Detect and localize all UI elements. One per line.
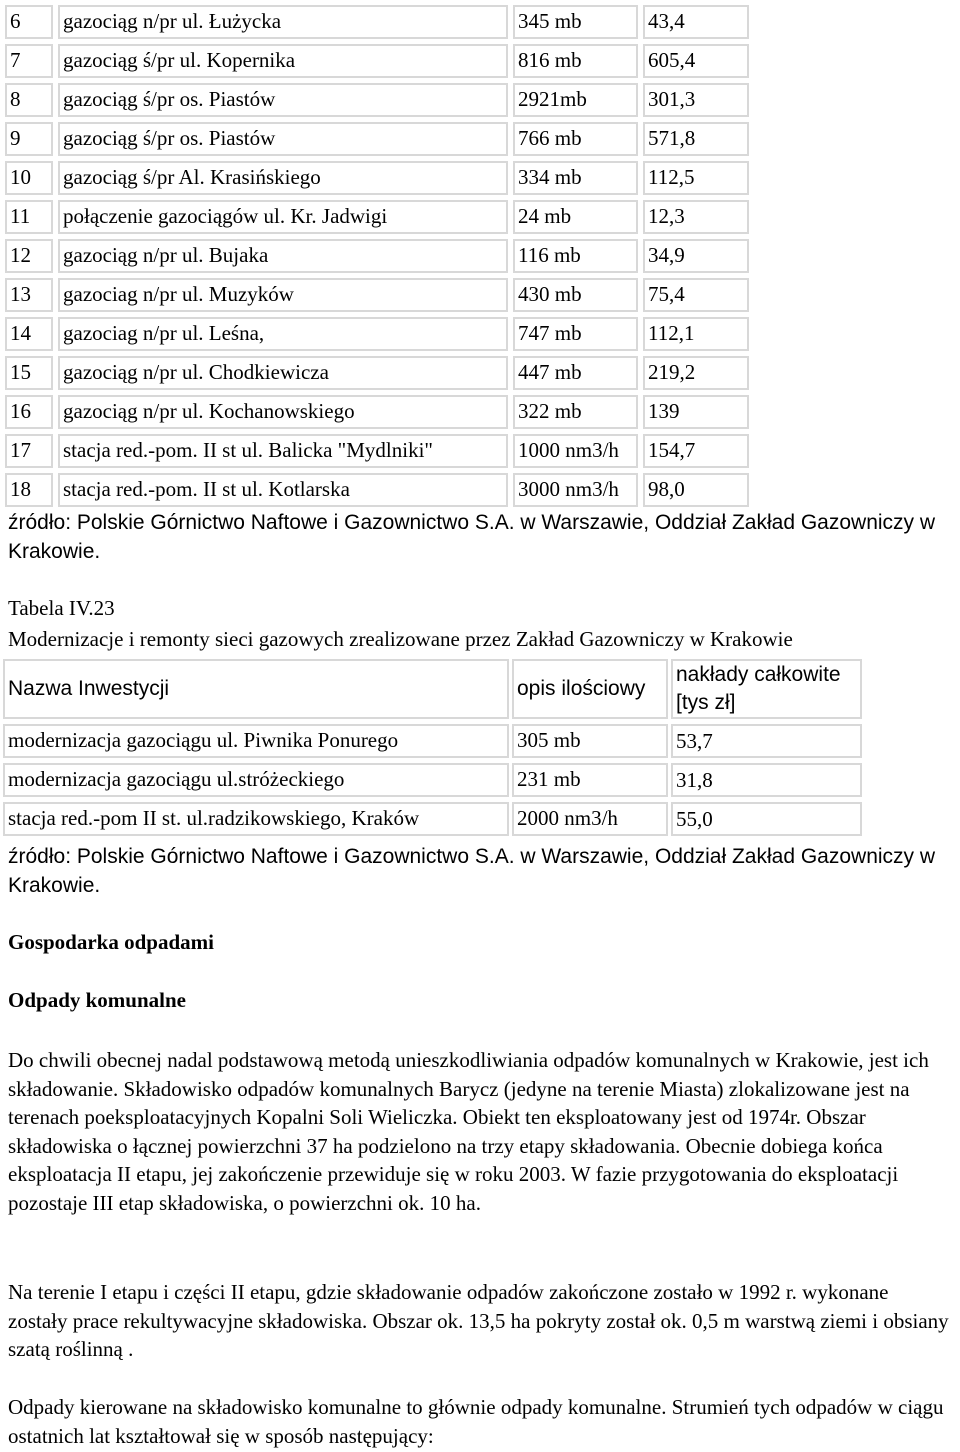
row-cost: 31,8 <box>671 763 862 797</box>
table-row <box>5 473 749 507</box>
row-name: gazociąg n/pr ul. Bujaka <box>58 239 508 273</box>
gas-investments-table-body <box>5 5 749 507</box>
row-quantity: 3000 nm3/h <box>513 473 638 507</box>
paragraph: Na terenie I etapu i części II etapu, gdzie składowanie odpadów zakończone zostało w 1992 r. wykonane zostały prace rekultywacyjne składowiska. Obszar ok. 13,5 ha pokryty został ok. 0,5 m warstwą ziemi i obsiany szatą roślinną . <box>8 1280 949 1361</box>
row-quantity: 447 mb <box>513 356 638 390</box>
table-row <box>5 278 749 312</box>
row-cost: 34,9 <box>643 239 749 273</box>
table-row <box>5 395 749 429</box>
row-name: gazociąg ś/pr os. Piastów <box>58 122 508 156</box>
table-row <box>5 239 749 273</box>
table-row <box>5 434 749 468</box>
row-number: 11 <box>5 200 53 234</box>
row-cost: 139 <box>643 395 749 429</box>
table-row <box>5 83 749 117</box>
row-name: gazociąg ś/pr os. Piastów <box>58 83 508 117</box>
row-number: 18 <box>5 473 53 507</box>
row-number: 17 <box>5 434 53 468</box>
row-name: gazociąg ś/pr ul. Kopernika <box>58 44 508 78</box>
source-note-1: źródło: Polskie Górnictwo Naftowe i Gazownictwo S.A. w Warszawie, Oddział Zakład Gazowniczy w Krakowie. <box>8 511 936 563</box>
row-quantity: 322 mb <box>513 395 638 429</box>
table-label: Tabela IV.23 <box>8 596 115 620</box>
row-cost: 43,4 <box>643 5 749 39</box>
table-row <box>5 5 749 39</box>
row-number: 14 <box>5 317 53 351</box>
row-name: gazociag n/pr ul. Leśna, <box>58 317 508 351</box>
row-number: 12 <box>5 239 53 273</box>
header-quantity: opis ilościowy <box>512 659 668 719</box>
header-total-cost: nakłady całkowite [tys zł] <box>671 659 862 719</box>
row-name: stacja red.-pom. II st ul. Kotlarska <box>58 473 508 507</box>
subsection-heading: Odpady komunalne <box>8 988 186 1012</box>
table-row <box>3 802 862 836</box>
row-name: stacja red.-pom. II st ul. Balicka "Mydlniki" <box>58 434 508 468</box>
paragraph: Do chwili obecnej nadal podstawową metodą unieszkodliwiania odpadów komunalnych w Krakowie, jest ich składowanie. Składowisko odpadów komunalnych Barycz (jedyne na terenie Miasta) zlokalizowane jest na terenach poeksploatacyjnych Kopalni Soli Wieliczka. Obiekt ten eksploatowany jest od 1974r. Obszar składowiska o łącznej powierzchni 37 ha podzielono na trzy etapy składowania. Obecnie dobiega końca eksploatacja II etapu, jej zakończenie przewiduje się w roku 2003. W fazie przygotowania do eksploatacji pozostaje III etap składowiska, o powierzchni ok. 10 ha. <box>8 1048 929 1215</box>
row-name: modernizacja gazociągu ul.stróżeckiego <box>3 763 509 797</box>
row-name: gazociąg n/pr ul. Łużycka <box>58 5 508 39</box>
gas-investments-table <box>0 0 754 512</box>
table-row <box>3 724 862 758</box>
row-name: gazociąg n/pr ul. Kochanowskiego <box>58 395 508 429</box>
source-note-2: źródło: Polskie Górnictwo Naftowe i Gazownictwo S.A. w Warszawie, Oddział Zakład Gazowniczy w Krakowie. <box>8 845 936 897</box>
row-name: gazociąg ś/pr Al. Krasińskiego <box>58 161 508 195</box>
row-cost: 301,3 <box>643 83 749 117</box>
table-row <box>5 317 749 351</box>
row-number: 7 <box>5 44 53 78</box>
row-cost: 112,5 <box>643 161 749 195</box>
row-number: 16 <box>5 395 53 429</box>
row-number: 15 <box>5 356 53 390</box>
section-heading: Gospodarka odpadami <box>8 930 214 954</box>
table-row <box>5 356 749 390</box>
row-quantity: 24 mb <box>513 200 638 234</box>
table-row <box>5 44 749 78</box>
row-cost: 219,2 <box>643 356 749 390</box>
row-cost: 112,1 <box>643 317 749 351</box>
row-quantity: 816 mb <box>513 44 638 78</box>
row-name: gazociąg n/pr ul. Chodkiewicza <box>58 356 508 390</box>
row-quantity: 334 mb <box>513 161 638 195</box>
table-row <box>5 200 749 234</box>
row-quantity: 2000 nm3/h <box>512 802 668 836</box>
row-cost: 605,4 <box>643 44 749 78</box>
table-header-row <box>3 659 862 719</box>
row-cost: 98,0 <box>643 473 749 507</box>
table-row <box>5 122 749 156</box>
row-name: gazociag n/pr ul. Muzyków <box>58 278 508 312</box>
row-number: 10 <box>5 161 53 195</box>
modernization-table <box>0 654 865 841</box>
row-cost: 154,7 <box>643 434 749 468</box>
row-quantity: 116 mb <box>513 239 638 273</box>
row-quantity: 2921mb <box>513 83 638 117</box>
row-quantity: 430 mb <box>513 278 638 312</box>
table-row <box>3 763 862 797</box>
row-name: stacja red.-pom II st. ul.radzikowskiego, Kraków <box>3 802 509 836</box>
row-quantity: 231 mb <box>512 763 668 797</box>
paragraph: Odpady kierowane na składowisko komunalne to głównie odpady komunalne. Strumień tych odpadów w ciągu ostatnich lat kształtował się w sposób następujący: <box>8 1395 944 1448</box>
modernization-table-body <box>3 659 862 836</box>
row-number: 8 <box>5 83 53 117</box>
row-quantity: 766 mb <box>513 122 638 156</box>
table-title: Modernizacje i remonty sieci gazowych zrealizowane przez Zakład Gazowniczy w Krakowie <box>8 627 793 651</box>
row-number: 6 <box>5 5 53 39</box>
row-quantity: 345 mb <box>513 5 638 39</box>
row-number: 9 <box>5 122 53 156</box>
row-cost: 55,0 <box>671 802 862 836</box>
row-name: połączenie gazociągów ul. Kr. Jadwigi <box>58 200 508 234</box>
row-number: 13 <box>5 278 53 312</box>
row-cost: 12,3 <box>643 200 749 234</box>
row-cost: 571,8 <box>643 122 749 156</box>
row-cost: 75,4 <box>643 278 749 312</box>
row-quantity: 305 mb <box>512 724 668 758</box>
header-investment-name: Nazwa Inwestycji <box>3 659 509 719</box>
row-quantity: 747 mb <box>513 317 638 351</box>
table-row <box>5 161 749 195</box>
row-quantity: 1000 nm3/h <box>513 434 638 468</box>
row-name: modernizacja gazociągu ul. Piwnika Ponurego <box>3 724 509 758</box>
row-cost: 53,7 <box>671 724 862 758</box>
